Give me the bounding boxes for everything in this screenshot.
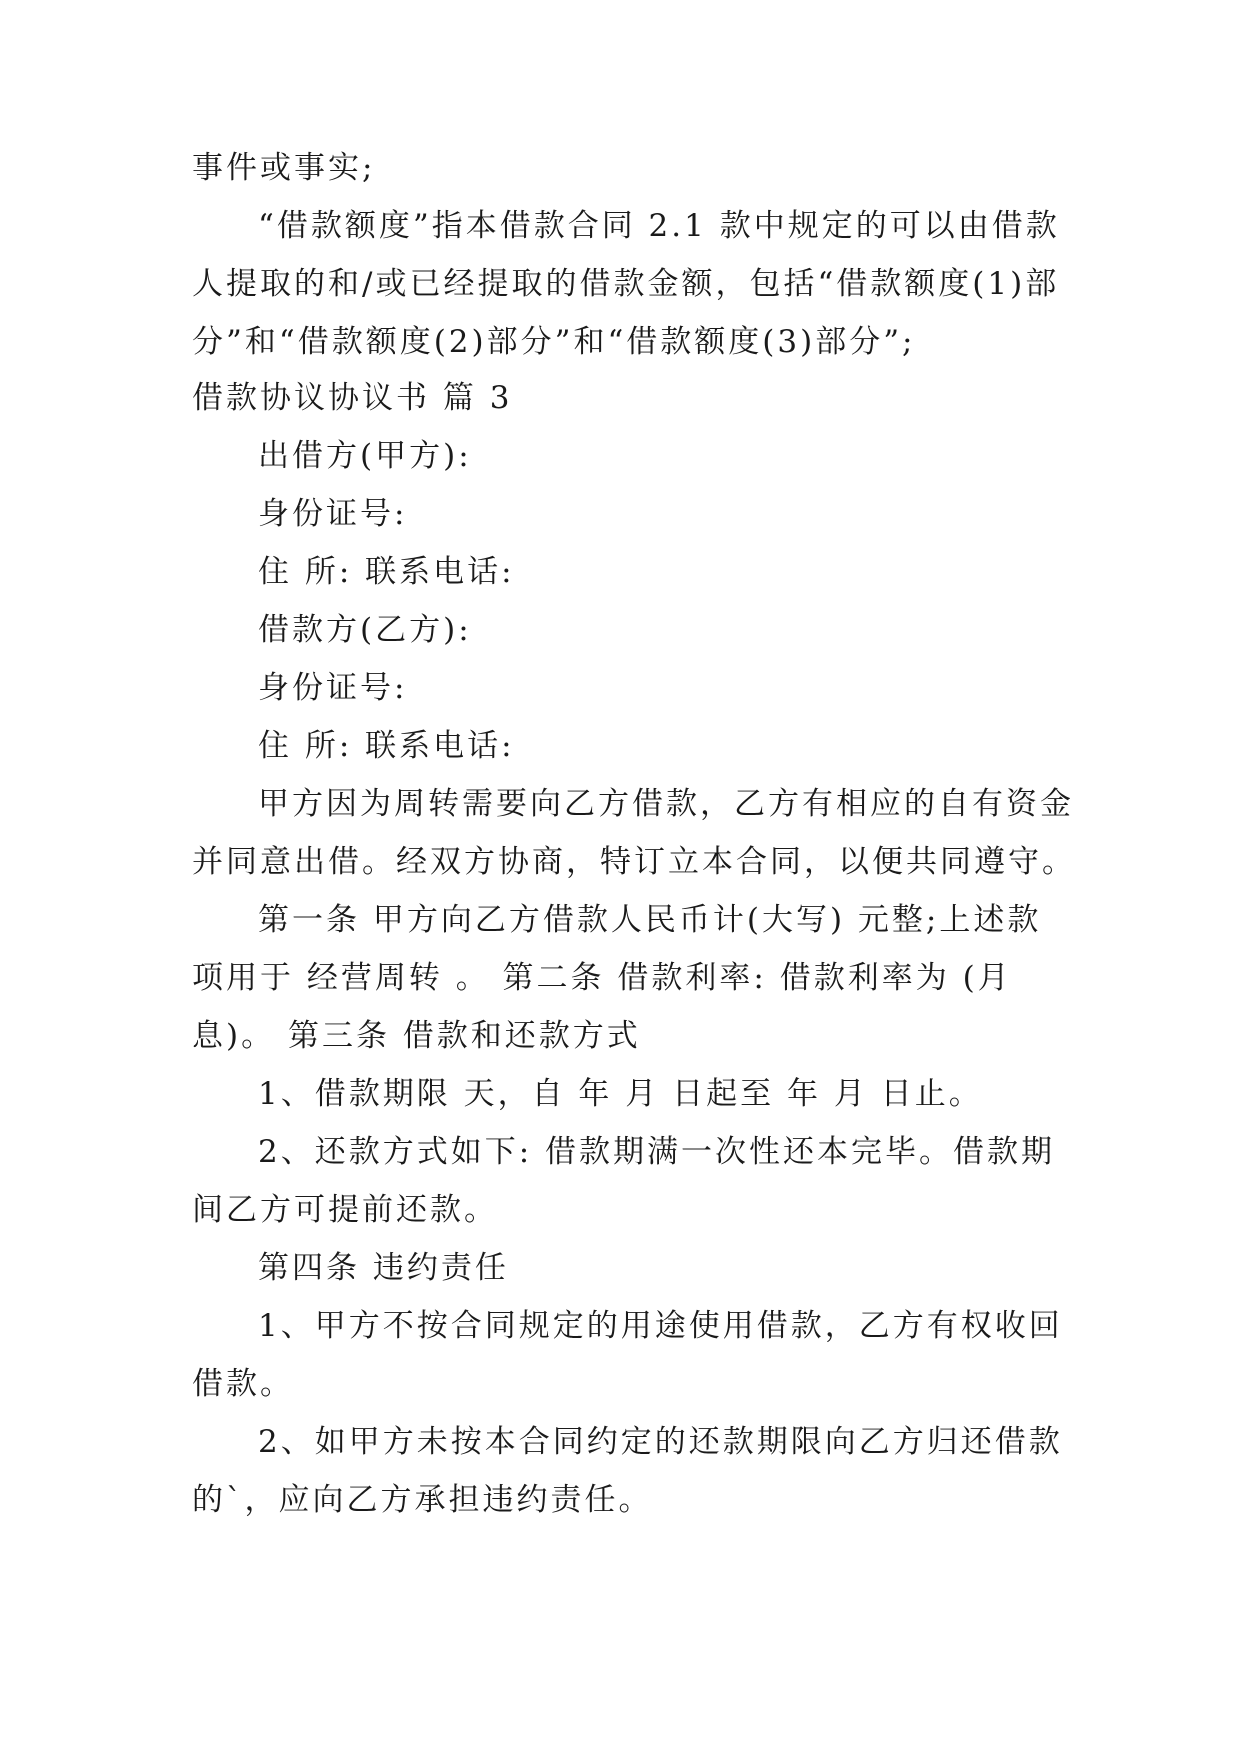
text-line: 并同意出借。经双方协商，特订立本合同，以便共同遵守。 bbox=[192, 844, 1076, 880]
text-line: “借款额度”指本借款合同 2.1 款中规定的可以由借款 bbox=[258, 208, 1060, 244]
text-line: 身份证号: bbox=[258, 670, 408, 706]
text-line: 2、如甲方未按本合同约定的还款期限向乙方归还借款 bbox=[258, 1424, 1063, 1460]
text-line: 第四条 违约责任 bbox=[258, 1250, 509, 1286]
text-line: 的`，应向乙方承担违约责任。 bbox=[192, 1482, 653, 1518]
text-line: 分”和“借款额度(2)部分”和“借款额度(3)部分”; bbox=[192, 324, 916, 360]
text-line: 间乙方可提前还款。 bbox=[192, 1192, 498, 1228]
text-line: 甲方因为周转需要向乙方借款，乙方有相应的自有资金 bbox=[258, 786, 1074, 822]
text-line: 2、还款方式如下: 借款期满一次性还本完毕。借款期 bbox=[258, 1134, 1056, 1170]
text-line: 住 所: 联系电话: bbox=[258, 728, 515, 764]
text-line: 项用于 经营周转 。 第二条 借款利率: 借款利率为 (月 bbox=[192, 960, 1012, 996]
text-line: 借款方(乙方): bbox=[258, 612, 472, 648]
text-line: 人提取的和/或已经提取的借款金额，包括“借款额度(1)部 bbox=[192, 266, 1060, 302]
text-line: 身份证号: bbox=[258, 496, 408, 532]
text-line: 住 所: 联系电话: bbox=[258, 554, 515, 590]
text-line: 1、借款期限 天，自 年 月 日起至 年 月 日止。 bbox=[258, 1076, 983, 1112]
text-line: 息)。 第三条 借款和还款方式 bbox=[192, 1018, 641, 1054]
text-line: 出借方(甲方): bbox=[258, 438, 472, 474]
text-line: 1、甲方不按合同规定的用途使用借款，乙方有权收回 bbox=[258, 1308, 1063, 1344]
text-line: 第一条 甲方向乙方借款人民币计(大写) 元整;上述款 bbox=[258, 902, 1042, 938]
text-line: 借款。 bbox=[192, 1366, 294, 1402]
section-heading: 借款协议协议书 篇 3 bbox=[192, 380, 513, 416]
text-line: 事件或事实; bbox=[192, 150, 376, 186]
